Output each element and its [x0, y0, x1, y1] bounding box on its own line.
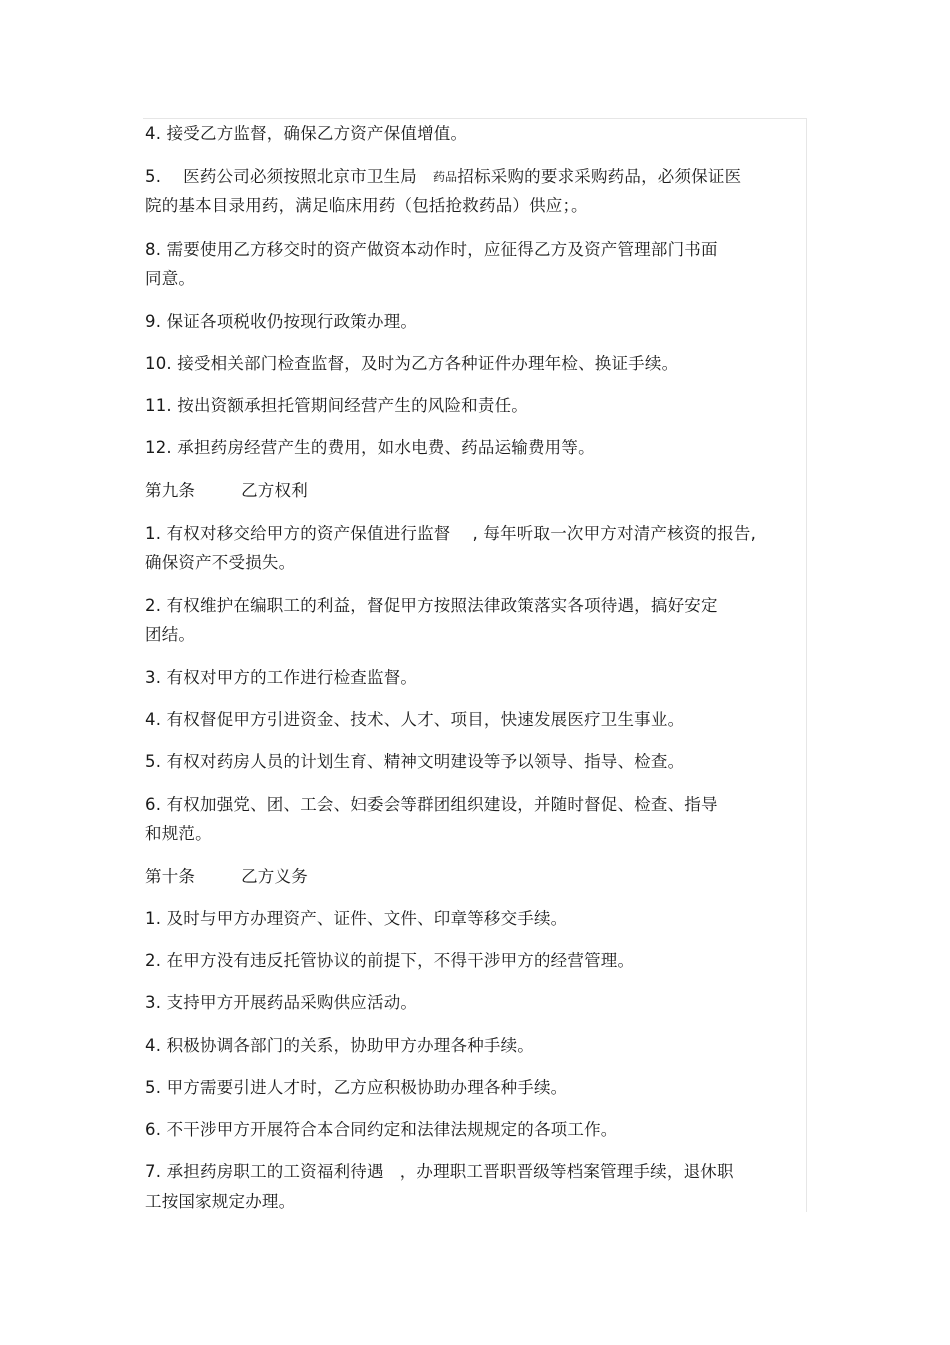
paragraph-right-1-line1: [145, 524, 756, 544]
paragraph-duty-2: 2. 在甲方没有违反托管协议的前提下，不得干涉甲方的经营管理。: [145, 951, 635, 970]
text-segment: 医药公司必须按照北京市卫生局: [183, 167, 417, 186]
paragraph-obligation-8-line2: 同意。: [145, 269, 196, 288]
paragraph-right-2-line2: 团结。: [145, 625, 196, 644]
article-title: 乙方义务: [241, 867, 308, 886]
paragraph-obligation-11: 11. 按出资额承担托管期间经营产生的风险和责任。: [145, 396, 528, 415]
text-segment: 1. 有权对移交给甲方的资产保值进行监督: [145, 524, 451, 543]
paragraph-obligation-5-line2: 院的基本目录用药，满足临床用药（包括抢救药品）供应；。: [145, 196, 588, 215]
paragraph-obligation-4: 4. 接受乙方监督，确保乙方资产保值增值。: [145, 124, 468, 143]
article-9-heading: [145, 481, 308, 501]
paragraph-duty-7-line1: [145, 1162, 734, 1182]
article-number: 第九条: [145, 481, 196, 500]
paragraph-duty-3: 3. 支持甲方开展药品采购供应活动。: [145, 993, 418, 1012]
article-title: 乙方权利: [241, 481, 308, 500]
paragraph-duty-4: 4. 积极协调各部门的关系，协助甲方办理各种手续。: [145, 1036, 534, 1055]
text-segment: 7. 承担药房职工的工资福利待遇: [145, 1162, 384, 1181]
item-number: 5.: [145, 167, 162, 186]
text-segment: 招标采购的要求采购药品，必须保证医: [457, 167, 742, 186]
paragraph-right-6-line1: 6. 有权加强党、团、工会、妇委会等群团组织建设，并随时督促、检查、指导: [145, 795, 718, 814]
text-segment: , 每年听取一次甲方对清产核资的报告,: [472, 524, 757, 543]
paragraph-right-4: 4. 有权督促甲方引进资金、技术、人才、项目，快速发展医疗卫生事业。: [145, 710, 685, 729]
paragraph-obligation-9: 9. 保证各项税收仍按现行政策办理。: [145, 312, 418, 331]
paragraph-obligation-10: 10. 接受相关部门检查监督，及时为乙方各种证件办理年检、换证手续。: [145, 354, 679, 373]
paragraph-duty-7-line2: 工按国家规定办理。: [145, 1192, 296, 1211]
paragraph-right-6-line2: 和规范。: [145, 824, 212, 843]
paragraph-right-2-line1: 2. 有权维护在编职工的利益，督促甲方按照法律政策落实各项待遇，搞好安定: [145, 596, 718, 615]
text-segment: ，办理职工晋职晋级等档案管理手续，退休职: [399, 1162, 734, 1181]
paragraph-obligation-5-line1: [145, 167, 741, 187]
paragraph-right-3: 3. 有权对甲方的工作进行检查监督。: [145, 668, 418, 687]
paragraph-right-1-line2: 确保资产不受损失。: [145, 553, 296, 572]
paragraph-right-5: 5. 有权对药房人员的计划生育、精神文明建设等予以领导、指导、检查。: [145, 752, 685, 771]
article-10-heading: [145, 867, 308, 887]
text-segment-small: 药品: [432, 170, 458, 184]
article-number: 第十条: [145, 867, 196, 886]
paragraph-duty-6: 6. 不干涉甲方开展符合本合同约定和法律法规规定的各项工作。: [145, 1120, 618, 1139]
paragraph-obligation-8-line1: 8. 需要使用乙方移交时的资产做资本动作时，应征得乙方及资产管理部门书面: [145, 240, 718, 259]
paragraph-duty-1: 1. 及时与甲方办理资产、证件、文件、印章等移交手续。: [145, 909, 568, 928]
paragraph-duty-5: 5. 甲方需要引进人才时，乙方应积极协助办理各种手续。: [145, 1078, 568, 1097]
paragraph-obligation-12: 12. 承担药房经营产生的费用，如水电费、药品运输费用等。: [145, 438, 595, 457]
